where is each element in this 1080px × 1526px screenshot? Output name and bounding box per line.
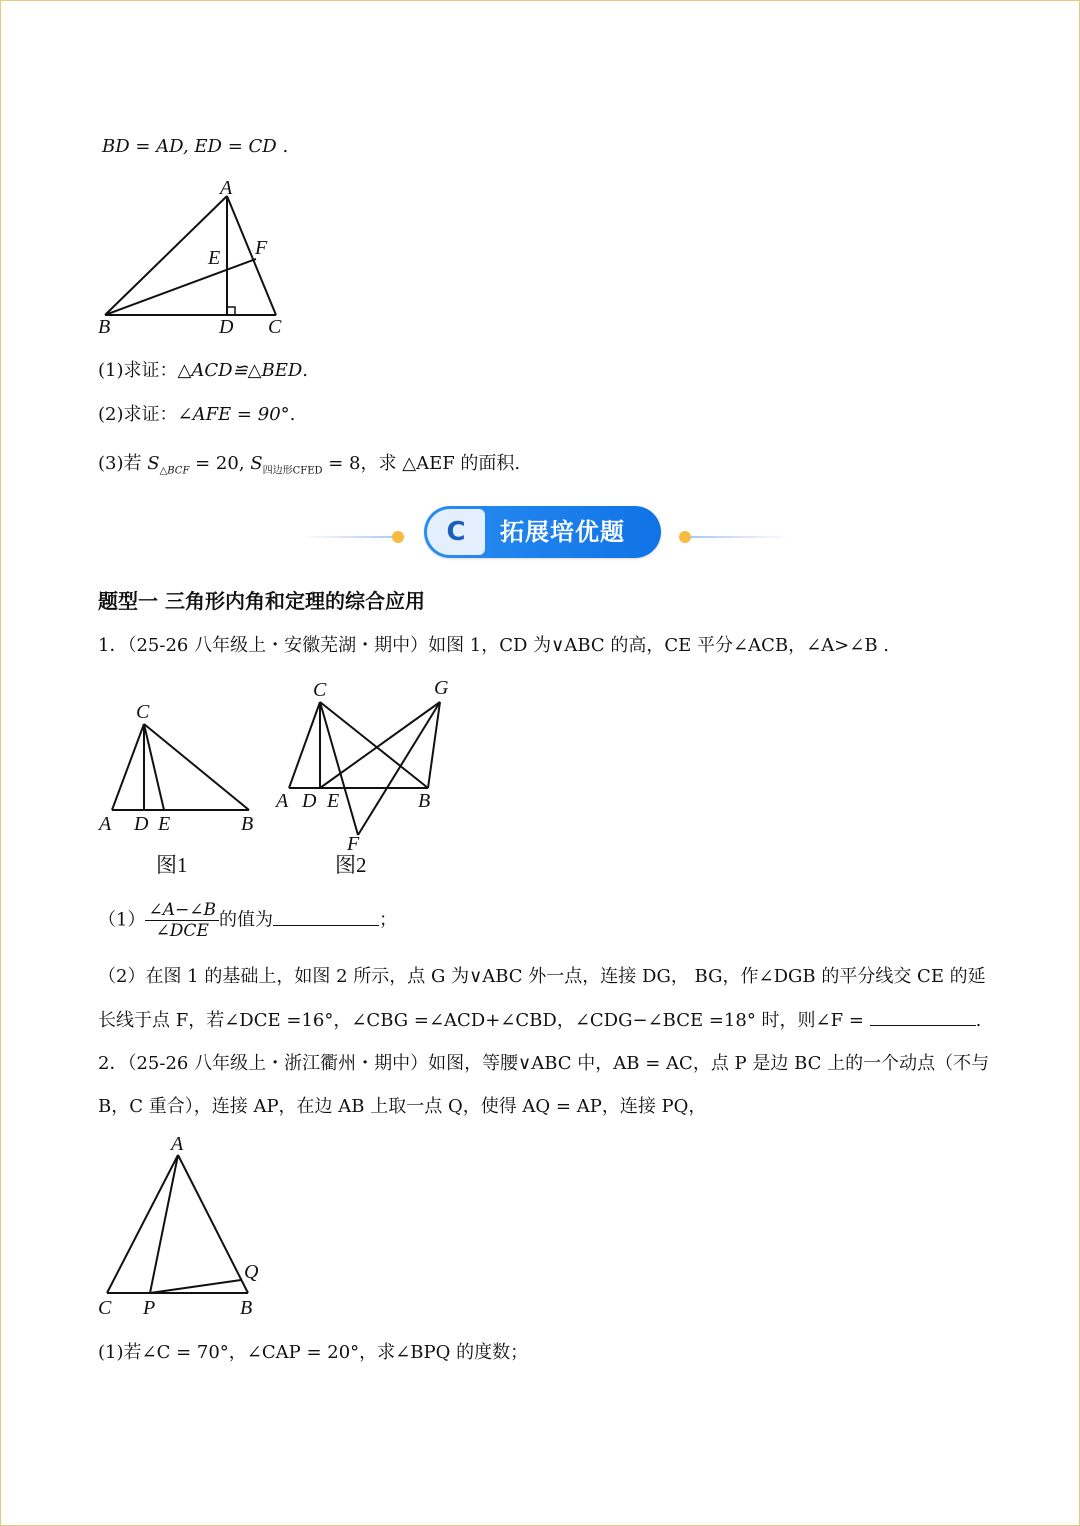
fig2-label-d: D xyxy=(302,790,317,812)
fig2-label-c: C xyxy=(313,679,327,701)
fig1-caption: 图1 xyxy=(156,853,188,877)
figure-q1 xyxy=(0,660,1080,890)
figure-q2-isosceles xyxy=(0,1120,1080,1330)
answer-blank-2[interactable] xyxy=(870,1009,976,1026)
figure-1 xyxy=(112,724,249,810)
section-heading: 题型一 三角形内角和定理的综合应用 xyxy=(98,589,425,613)
segment-pq xyxy=(150,1280,241,1293)
fig2-caption: 图2 xyxy=(335,853,367,877)
q2-part-1: (1)若∠C = 70°，∠CAP = 20°，求∠BPQ 的度数； xyxy=(98,1342,529,1363)
right-angle-mark xyxy=(227,307,235,315)
figure-2 xyxy=(289,702,440,835)
q2-label-q: Q xyxy=(244,1261,259,1283)
prev-part-3: (3)若 $S_{\triangle BCF} = 20$, $S_{四边形CFED} = 8$，求 △AEF 的面积. xyxy=(98,453,521,477)
q2-label-b: B xyxy=(240,1297,253,1319)
fig1-label-b: B xyxy=(241,813,254,835)
segment-ac xyxy=(227,196,276,315)
figure-triangle-abc-altitude xyxy=(0,0,1080,340)
fig2-label-a: A xyxy=(276,790,289,812)
label-e: E xyxy=(208,247,221,269)
q1-part-2-line-2: 长线于点 F，若∠DCE =16°，∠CBG =∠ACD+∠CBD，∠CDG−∠BCE =18° 时，则∠F = . xyxy=(98,1010,982,1031)
banner-line-left xyxy=(300,536,398,538)
prev-part-1: (1)求证：△ACD≌△BED. xyxy=(98,360,309,381)
fig1-label-c: C xyxy=(136,701,150,723)
q2-label-p: P xyxy=(143,1297,156,1319)
answer-blank-1[interactable] xyxy=(273,909,379,926)
banner-title: 拓展培优题 xyxy=(500,518,625,546)
fig2-label-g: G xyxy=(434,677,449,699)
given-equalities: BD = AD, ED = CD . xyxy=(102,136,289,157)
banner-dot-left xyxy=(392,531,404,543)
prev-part-2: (2)求证：∠AFE = 90°. xyxy=(98,404,296,425)
q2-label-a: A xyxy=(171,1133,184,1155)
segment-ac xyxy=(107,1155,178,1293)
banner-line-right xyxy=(690,536,790,538)
banner-badge: C xyxy=(427,509,485,555)
segment-ap xyxy=(150,1155,178,1293)
q1-part-1: （1） $\frac{\angle A-\angle B}{\text{∠DCE}}$ 的值为 ； xyxy=(98,900,397,941)
section-banner xyxy=(424,506,661,558)
q2-stem-line-1: 2．（25-26 八年级上・浙江衢州・期中）如图，等腰∨ABC 中，AB = AC，点 P 是边 BC 上的一个动点（不与 xyxy=(98,1053,990,1074)
q2-stem-line-2: B，C 重合），连接 AP，在边 AB 上取一点 Q，使得 AQ = AP，连接 PQ， xyxy=(98,1096,707,1117)
fraction: $\frac{\angle A-\angle B}{\text{∠DCE}}$ xyxy=(145,900,219,941)
label-f: F xyxy=(255,237,268,259)
q2-label-c: C xyxy=(98,1297,112,1319)
fig1-label-a: A xyxy=(99,813,112,835)
fig1-label-d: D xyxy=(134,813,149,835)
segment-ab xyxy=(178,1155,248,1293)
label-a: A xyxy=(220,177,233,199)
q1-stem: 1．（25-26 八年级上・安徽芜湖・期中）如图 1，CD 为∨ABC 的高，CE 平分∠ACB，∠A>∠B . xyxy=(98,635,890,656)
label-b: B xyxy=(98,316,111,338)
label-c: C xyxy=(268,316,282,338)
q1-part-2-line-1: （2）在图 1 的基础上，如图 2 所示，点 G 为∨ABC 外一点，连接 DG， BG，作∠DGB 的平分线交 CE 的延 xyxy=(98,966,986,987)
fig1-label-e: E xyxy=(158,813,171,835)
fig2-label-b: B xyxy=(418,790,431,812)
label-d: D xyxy=(219,316,234,338)
fig2-label-f: F xyxy=(347,833,360,855)
fig2-label-e: E xyxy=(327,790,340,812)
